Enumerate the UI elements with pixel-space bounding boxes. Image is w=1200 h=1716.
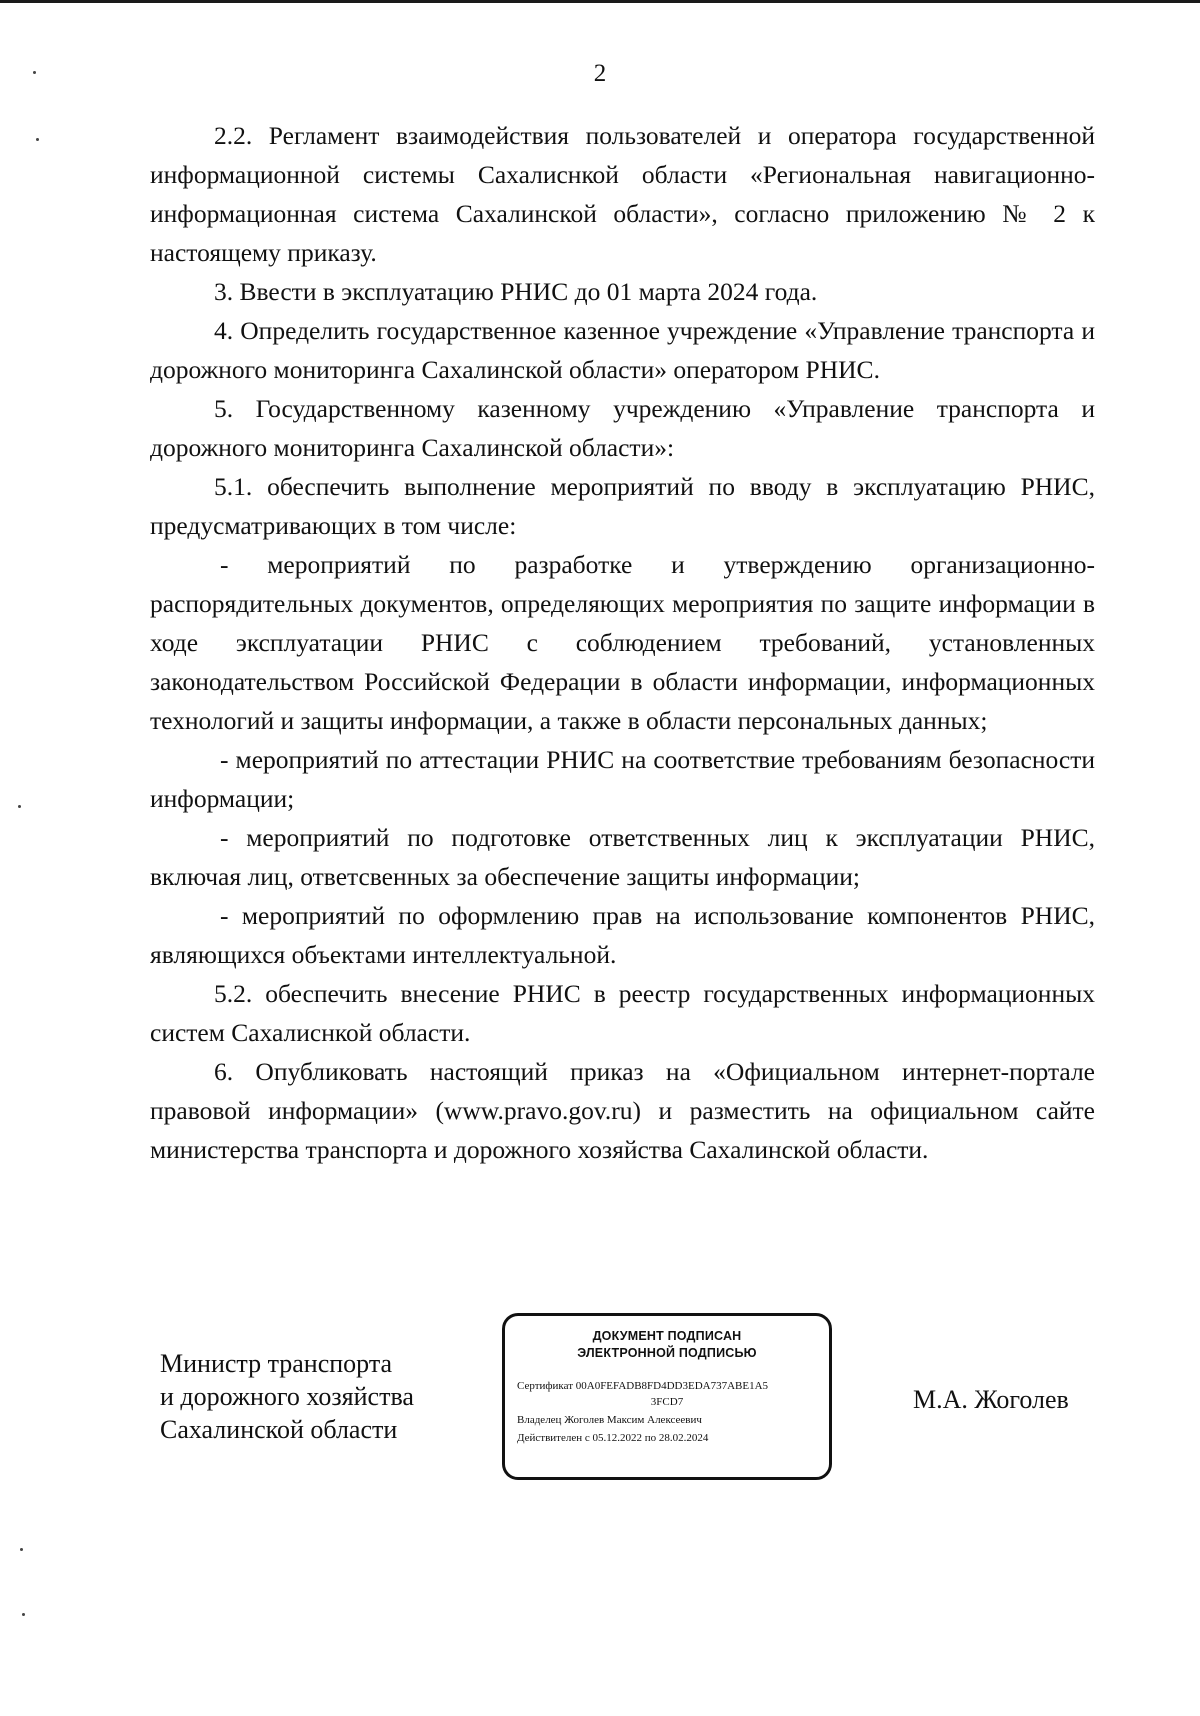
paragraph-5-2: 5.2. обеспечить внесение РНИС в реестр государственных информационных систем Сахалиснкой области. [150,979,1095,1047]
stamp-title-line: ЭЛЕКТРОННОЙ ПОДПИСЬЮ [577,1346,757,1360]
stamp-certificate-value: 00A0FEFADB8FD4DD3EDA737ABE1A5 [575,1380,769,1392]
scan-speck [36,138,39,141]
paragraph-5: 5. Государственному казенному учреждению «Управление транспорта и дорожного мониторинга Сахалинской области»: [150,394,1095,462]
position-line: Министр транспорта [160,1349,393,1378]
stamp-validity: Действителен с 05.12.2022 по 28.02.2024 [517,1432,709,1444]
page-number: 2 [593,60,607,87]
stamp-owner-value: Жоголев Максим Алексеевич [564,1414,702,1426]
paragraph-2-2: 2.2. Регламент взаимодействия пользователей и оператора государственной информационной системы Сахалиснкой области «Региональная навигационно-информационная система Сахалинской области», согласно приложению № 2 к настоящему приказу. [150,121,1095,267]
signatory-position [160,1347,414,1446]
scan-speck [18,805,21,808]
stamp-owner-label: Владелец [517,1414,562,1426]
top-border [0,0,1200,3]
stamp-owner [517,1412,817,1428]
paragraph-4: 4. Определить государственное казенное учреждение «Управление транспорта и дорожного мониторинга Сахалинской области» оператором РНИС. [150,316,1095,384]
scan-speck [20,1548,23,1551]
stamp-certificate-value-cont: 3FCD7 [650,1396,684,1408]
list-item: - мероприятий по подготовке ответственных лиц к эксплуатации РНИС, включая лиц, ответсвенных за обеспечение защиты информации; [150,823,1095,891]
stamp-certificate [517,1378,817,1410]
list-item: - мероприятий по оформлению прав на использование компонентов РНИС, являющихся объектами интеллектуальной. [150,901,1095,969]
stamp-title [517,1328,817,1362]
scan-speck [33,71,36,74]
position-line: Сахалинской области [160,1415,398,1444]
position-line: и дорожного хозяйства [160,1382,414,1411]
document-body [150,116,1095,1169]
paragraph-5-1: 5.1. обеспечить выполнение мероприятий по вводу в эксплуатацию РНИС, предусматривающих в том числе: [150,472,1095,540]
list-item: - мероприятий по аттестации РНИС на соответствие требованиям безопасности информации; [150,745,1095,813]
scan-speck [22,1613,25,1616]
electronic-signature-stamp [502,1313,832,1480]
stamp-title-line: ДОКУМЕНТ ПОДПИСАН [592,1329,742,1343]
list-item: - мероприятий по разработке и утверждению организационно-распорядительных документов, определяющих мероприятия по защите информации в ходе эксплуатации РНИС с соблюдением требований, установленных законодательством Российской Федерации в области информации, информационных технологий и защиты информации, а также в области персональных данных; [150,550,1095,735]
paragraph-3: 3. Ввести в эксплуатацию РНИС до 01 марта 2024 года. [214,277,818,306]
signatory-name: М.А. Жоголев [913,1385,1069,1414]
stamp-certificate-label: Сертификат [517,1380,573,1392]
paragraph-6: 6. Опубликовать настоящий приказ на «Официальном интернет-портале правовой информации» (www.pravo.gov.ru) и разместить на официальном сайте министерства транспорта и дорожного хозяйства Сахалинской области. [150,1057,1095,1164]
